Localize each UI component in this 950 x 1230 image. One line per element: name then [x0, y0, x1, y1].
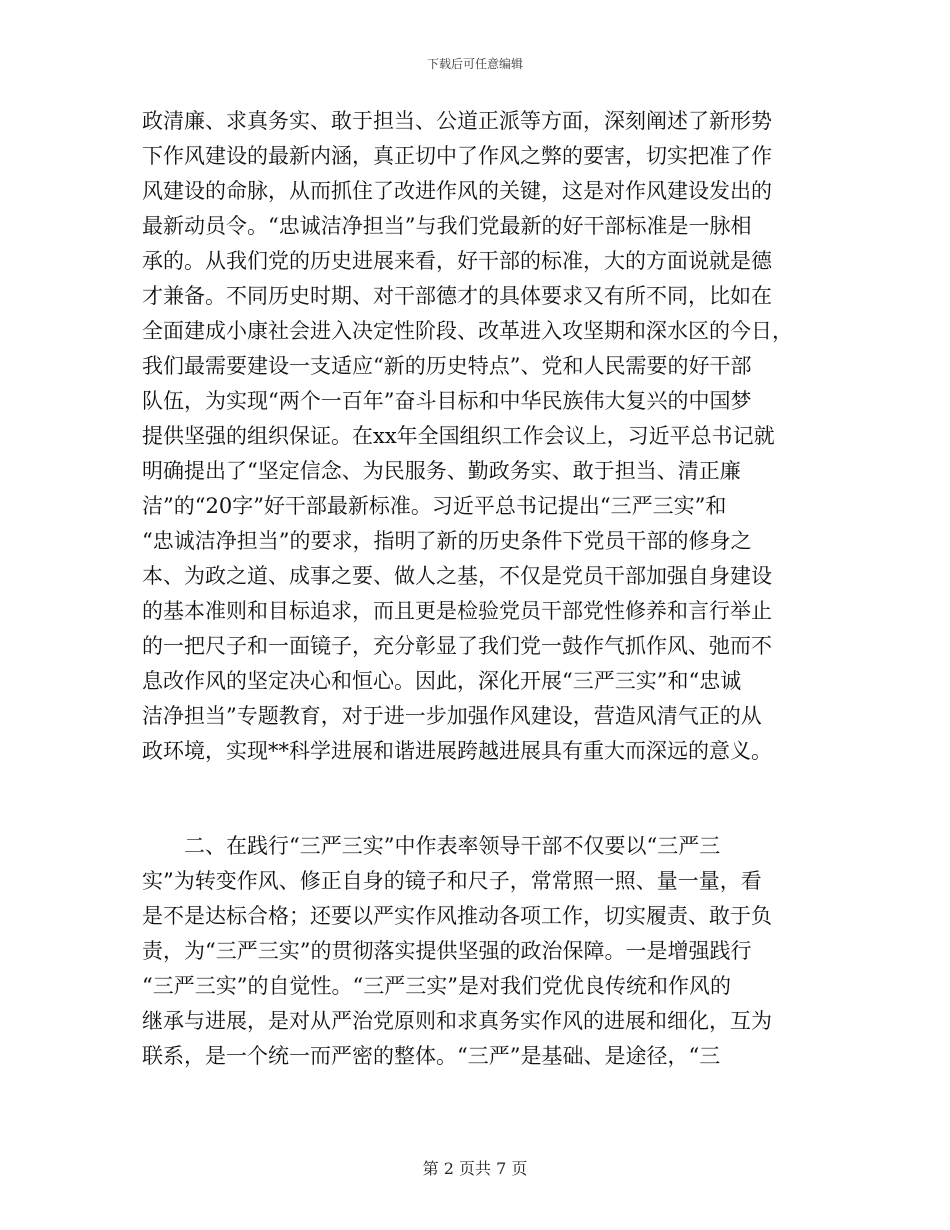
paragraph-line: 责，为“三严三实”的贯彻落实提供坚强的政治保障。一是增强践行 — [142, 939, 752, 963]
paragraph-line: 实”为转变作风、修正自身的镜子和尺子，常常照一照、量一量，看 — [142, 869, 762, 893]
paragraph-line: 下作风建设的最新内涵，真正切中了作风之弊的要害，切实把准了作 — [142, 144, 772, 168]
paragraph-line: 队伍，为实现“两个一百年”奋斗目标和中华民族伟大复兴的中国梦 — [142, 389, 752, 413]
paragraph-line: 是不是达标合格；还要以严实作风推动各项工作，切实履责、敢于负 — [142, 904, 772, 928]
paragraph-line: 联系，是一个统一而严密的整体。“三严”是基础、是途径，“三 — [142, 1044, 721, 1068]
paragraph-line: 洁”的“20字”好干部最新标准。习近平总书记提出“三严三实”和 — [142, 494, 727, 518]
paragraph-line: 我们最需要建设一支适应“新的历史特点”、党和人民需要的好干部 — [142, 354, 752, 378]
paragraph-2 — [142, 829, 808, 1074]
paragraph-line: 才兼备。不同历史时期、对干部德才的具体要求又有所不同，比如在 — [142, 284, 772, 308]
page-number-footer: 第 2 页共 7 页 — [422, 1159, 528, 1178]
paragraph-line: 政环境，实现**科学进展和谐进展跨越进展具有重大而深远的意义。 — [142, 739, 772, 763]
page-header: 下载后可任意编辑 — [426, 57, 523, 71]
paragraph-line: 洁净担当”专题教育，对于进一步加强作风建设，营造风清气正的从 — [142, 704, 762, 728]
paragraph-line: 明确提出了“坚定信念、为民服务、勤政务实、敢于担当、清正廉 — [142, 459, 741, 483]
paragraph-line: 提供坚强的组织保证。在xx年全国组织工作会议上，习近平总书记就 — [142, 424, 775, 448]
paragraph-1 — [142, 104, 808, 769]
paragraph-line: 二、在践行“三严三实”中作表率领导干部不仅要以“三严三 — [142, 834, 721, 858]
paragraph-line: 承的。从我们党的历史进展来看，好干部的标准，大的方面说就是德 — [142, 249, 772, 273]
paragraph-line: 全面建成小康社会进入决定性阶段、改革进入攻坚期和深水区的今日， — [142, 319, 793, 343]
paragraph-line: “忠诚洁净担当”的要求，指明了新的历史条件下党员干部的修身之 — [142, 529, 752, 553]
paragraph-line: 最新动员令。“忠诚洁净担当”与我们党最新的好干部标准是一脉相 — [142, 214, 752, 238]
paragraph-line: 息改作风的坚定决心和恒心。因此，深化开展“三严三实”和“忠诚 — [142, 669, 742, 693]
paragraph-line: 继承与进展，是对从严治党原则和求真务实作风的进展和细化，互为 — [142, 1009, 772, 1033]
paragraph-line: 本、为政之道、成事之要、做人之基，不仅是党员干部加强自身建设 — [142, 564, 772, 588]
paragraph-line: 风建设的命脉，从而抓住了改进作风的关键，这是对作风建设发出的 — [142, 179, 772, 203]
paragraph-line: 政清廉、求真务实、敢于担当、公道正派等方面，深刻阐述了新形势 — [142, 109, 772, 133]
paragraph-line: “三严三实”的自觉性。“三严三实”是对我们党优良传统和作风的 — [142, 974, 731, 998]
paragraph-line: 的基本准则和目标追求，而且更是检验党员干部党性修养和言行举止 — [142, 599, 772, 623]
paragraph-line: 的一把尺子和一面镜子，充分彰显了我们党一鼓作气抓作风、弛而不 — [142, 634, 772, 658]
